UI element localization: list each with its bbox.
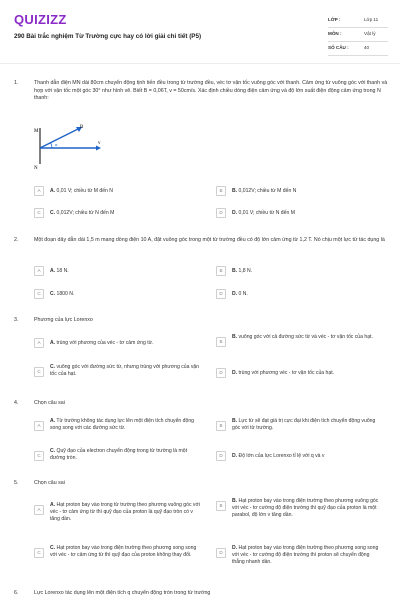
question-text: Thanh dẫn điện MN dài 80cm chuyển động tịnh tiến đều trong từ trường đều, véc tơ vận tốc vuông góc với thanh. Cảm ứng từ vuông góc với thanh và hợp với vận tốc một góc 30° như hình vẽ. Biết B = 0,06T, v = 50cm/s. Xác định chiều dòng điện cảm ứng và độ lớn suất điện động cảm ứng trong N thanh: — [34, 80, 388, 102]
option-letter-box: A — [34, 266, 44, 276]
option-text: B. Hạt proton bay vào trong điện trường theo phương vuông góc với véc - tơ cường độ điện trường thì quỹ đạo của proton là một parabol, độ lớn v tăng dần. — [232, 498, 379, 518]
q3-option-a[interactable] — [34, 338, 204, 349]
q5-option-a[interactable] — [34, 502, 204, 522]
q4-option-d[interactable] — [216, 451, 386, 462]
option-text: C. Quỹ đạo của electron chuyển động trong từ trường là một đường tròn. — [50, 448, 188, 461]
option-text: C. 1800 N. — [50, 291, 75, 297]
q2-option-a[interactable] — [34, 266, 204, 277]
option-text: A. 18 N. — [50, 268, 69, 274]
label-m: M — [34, 129, 39, 134]
q2-option-c[interactable] — [34, 289, 204, 300]
option-letter-box: B — [216, 421, 226, 431]
worksheet-title: 290 Bài trắc nghiệm Từ Trường cực hay có lời giải chi tiết (P5) — [14, 33, 202, 40]
option-letter-box: C — [34, 208, 44, 218]
q5-option-b[interactable] — [216, 498, 386, 518]
header — [0, 0, 400, 62]
label-b: B — [80, 125, 84, 130]
q4-option-c[interactable] — [34, 448, 204, 459]
option-text: A. Từ trường không tác dụng lực lên một điện tích chuyển động song song với các đường sức từ. — [50, 418, 195, 431]
label-n: N — [34, 166, 38, 170]
question-5 — [14, 480, 390, 490]
option-letter-box: D — [216, 208, 226, 218]
option-text: B. 1,8 N. — [232, 268, 253, 274]
question-text: Lực Lorenxo tác dụng lên một điện tích q chuyển động tròn trong từ trường — [34, 590, 211, 596]
option-letter-box: A — [34, 338, 44, 348]
question-text: Chọn câu sai — [34, 480, 65, 486]
option-text: C. vuông góc với đường sức từ, nhưng trùng với phương của vận tốc của hạt. — [50, 364, 200, 377]
option-text: A. Hạt proton bay vào trong từ trường theo phương vuông góc với véc - tơ cảm ứng từ thì quỹ đạo của proton là quỹ đạo tròn có v tăng dần. — [50, 502, 200, 522]
magnetic-field-diagram — [34, 124, 114, 170]
option-letter-box: B — [216, 501, 226, 511]
q2-option-d[interactable] — [216, 289, 386, 300]
meta-value: Lớp 11 — [364, 17, 379, 22]
option-letter-box: D — [216, 368, 226, 378]
meta-label: MÔN : — [328, 31, 342, 36]
option-letter-box: A — [34, 505, 44, 515]
option-text: C. Hạt proton bay vào trong điện trường theo phương song song với véc - tơ cảm ứng từ thì quỹ đạo của proton không thay đổi. — [50, 545, 197, 558]
header-divider — [0, 63, 400, 64]
q3-option-c[interactable] — [34, 364, 204, 375]
question-number: 2. — [14, 237, 19, 243]
meta-grade — [328, 14, 388, 28]
option-letter-box: B — [216, 337, 226, 347]
question-number: 1. — [14, 80, 19, 86]
question-number: 4. — [14, 400, 19, 406]
option-text: B. Lực từ sẽ đạt giá trị cực đại khi điện tích chuyển động vuông góc với từ trường. — [232, 418, 376, 431]
q1-option-a[interactable] — [34, 186, 204, 197]
option-letter-box: C — [34, 289, 44, 299]
option-letter-box: B — [216, 266, 226, 276]
question-2 — [14, 237, 390, 257]
option-letter-box: A — [34, 186, 44, 196]
option-letter-box: C — [34, 451, 44, 461]
option-text: D. 0 N. — [232, 291, 248, 297]
option-text: D. Độ lớn của lực Lorenxo tỉ lệ với q và v — [232, 453, 325, 459]
option-letter-box: A — [34, 421, 44, 431]
option-letter-box: D — [216, 289, 226, 299]
option-text: D. Hạt proton bay vào trong điện trường theo phương song song với véc - tơ cường độ điện trường thì proton sẽ chuyển động thẳng nhanh dần. — [232, 545, 379, 565]
question-number: 6. — [14, 590, 19, 596]
question-text: Phương của lực Lorenxo — [34, 317, 93, 323]
option-text: C. 0,012V; chiều từ N đến M — [50, 210, 115, 216]
meta-label: SỐ CÂU : — [328, 45, 349, 50]
label-alpha: α — [55, 142, 58, 147]
option-text: A. trùng với phương của véc - tơ cảm ứng từ. — [50, 340, 154, 346]
field-vector — [40, 129, 78, 148]
q4-option-b[interactable] — [216, 418, 386, 429]
option-text: B. 0,012V; chiều từ M đến N — [232, 188, 297, 194]
question-number: 5. — [14, 480, 19, 486]
meta-question-count — [328, 42, 388, 56]
option-text: B. vuông góc với cả đường sức từ và véc - tơ vận tốc của hạt. — [232, 334, 373, 340]
q1-option-c[interactable] — [34, 208, 204, 219]
option-letter-box: B — [216, 186, 226, 196]
question-number: 3. — [14, 317, 19, 323]
option-text: D. trùng với phương véc - tơ vận tốc của hạt. — [232, 370, 335, 376]
question-4 — [14, 400, 390, 410]
option-letter-box: C — [34, 367, 44, 377]
question-3 — [14, 317, 390, 327]
q5-option-c[interactable] — [34, 545, 204, 556]
option-letter-box: D — [216, 548, 226, 558]
option-letter-box: D — [216, 451, 226, 461]
worksheet-meta — [328, 14, 388, 56]
question-text: Một đoạn dây dẫn dài 1,5 m mang dòng điện 10 A, đặt vuông góc trong một từ trường đều có độ lớn cảm ứng từ 1,2 T. Nó chịu một lực từ tác dụng là — [34, 237, 385, 243]
q1-option-b[interactable] — [216, 186, 386, 197]
q1-option-d[interactable] — [216, 208, 386, 219]
meta-value: 40 — [364, 45, 370, 50]
meta-label: LỚP : — [328, 17, 341, 22]
question-text: Chọn câu sai — [34, 400, 65, 406]
quizizz-logo[interactable]: QUIZIZZ — [14, 12, 67, 27]
q3-option-b[interactable] — [216, 334, 386, 345]
option-text: A. 0,01 V; chiều từ M đến N — [50, 188, 113, 194]
label-v: v — [98, 141, 101, 146]
q2-option-b[interactable] — [216, 266, 386, 277]
option-letter-box: C — [34, 548, 44, 558]
q4-option-a[interactable] — [34, 418, 204, 429]
q5-option-d[interactable] — [216, 545, 386, 565]
velocity-arrowhead — [96, 146, 101, 151]
meta-value: Vật lý — [364, 31, 376, 36]
question-6 — [14, 590, 390, 600]
meta-subject — [328, 28, 388, 42]
angle-arc — [51, 143, 52, 148]
option-text: D. 0,01 V; chiều từ N đến M — [232, 210, 295, 216]
q3-option-d[interactable] — [216, 368, 386, 379]
